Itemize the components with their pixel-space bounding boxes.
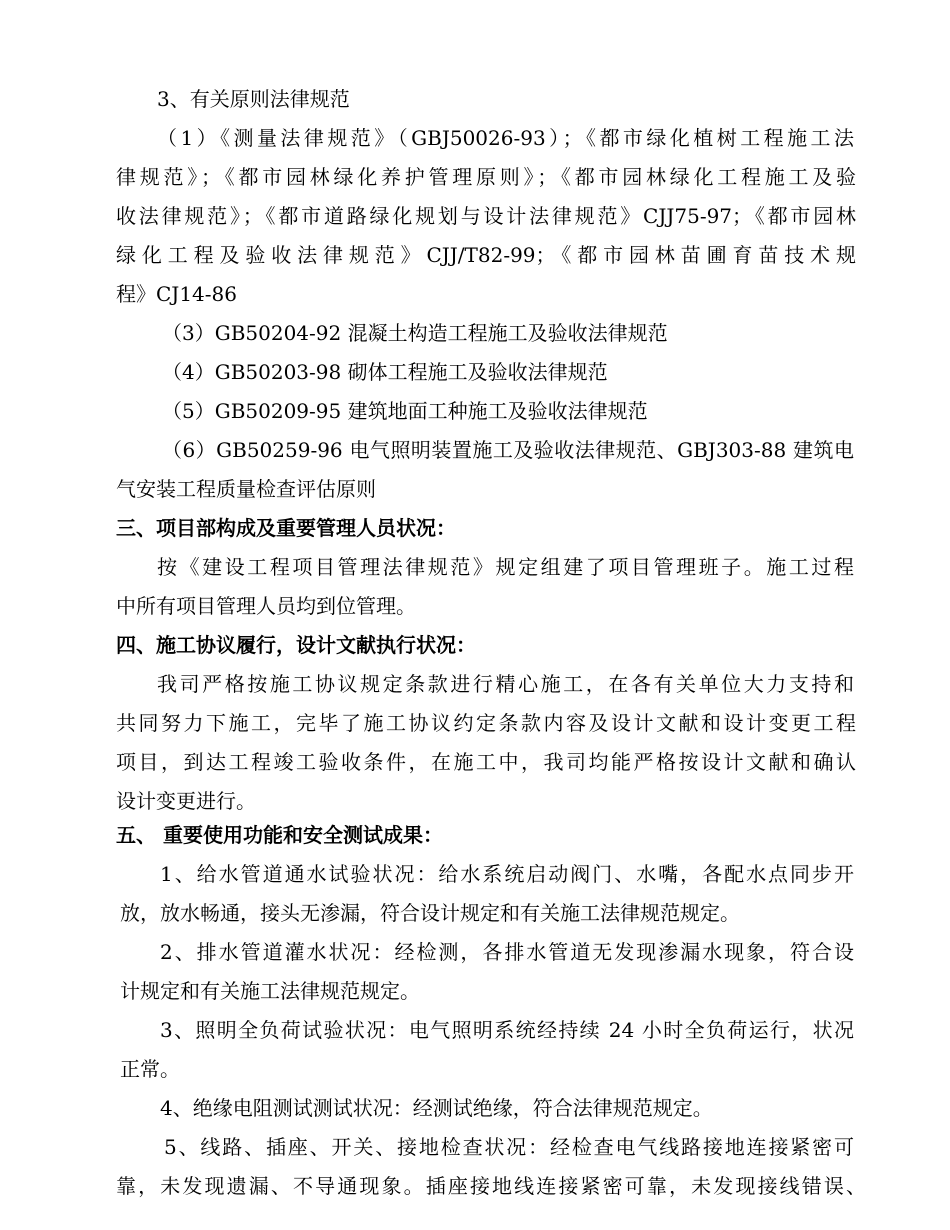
section-heading: 五、 重要使用功能和安全测试成果：: [116, 823, 443, 847]
paragraph-line: 靠，未发现遗漏、不导通现象。插座接地线连接紧密可靠，未发现接线错误、: [116, 1174, 866, 1198]
section-heading: 四、施工协议履行，设计文献执行状况：: [116, 633, 476, 657]
paragraph-line: 按《建设工程项目管理法律规范》规定组建了项目管理班子。施工过程: [157, 555, 854, 579]
paragraph-line: 4、绝缘电阻测试测试状况：经测试绝缘，符合法律规范规定。: [160, 1096, 713, 1120]
list-item: （3）GB50204-92 混凝土构造工程施工及验收法律规范: [162, 321, 668, 345]
paragraph-line: 2、排水管道灌水状况：经检测，各排水管道无发现渗漏水现象，符合设: [160, 940, 854, 964]
paragraph-line: 放，放水畅通，接头无渗漏，符合设计规定和有关施工法律规范规定。: [120, 901, 740, 925]
list-item: 气安装工程质量检查评估原则: [116, 477, 376, 501]
list-item: （6）GB50259-96 电气照明装置施工及验收法律规范、GBJ303-88 建筑电: [162, 438, 854, 462]
list-item: （4）GB50203-98 砌体工程施工及验收法律规范: [162, 360, 608, 384]
paragraph-line: （1）《测量法律规范》（GBJ50026-93）；《都市绿化植树工程施工法: [157, 126, 854, 150]
paragraph-line: 5、线路、插座、开关、接地检查状况：经检查电气线路接地连接紧密可: [164, 1135, 854, 1159]
paragraph-line: 收法律规范》；《都市道路绿化规划与设计法律规范》CJJ75-97；《都市园林: [116, 204, 856, 228]
section-heading: 三、项目部构成及重要管理人员状况：: [116, 516, 456, 540]
paragraph-line: 我司严格按施工协议规定条款进行精心施工，在各有关单位大力支持和: [157, 672, 854, 696]
paragraph-line: 设计变更进行。: [116, 789, 256, 813]
paragraph-line: 1、给水管道通水试验状况：给水系统启动阀门、水嘴，各配水点同步开: [160, 862, 854, 886]
paragraph-line: 计规定和有关施工法律规范规定。: [120, 979, 420, 1003]
list-item: （5）GB50209-95 建筑地面工种施工及验收法律规范: [162, 399, 648, 423]
paragraph-line: 项目，到达工程竣工验收条件，在施工中，我司均能严格按设计文献和确认: [116, 750, 856, 774]
paragraph-line: 中所有项目管理人员均到位管理。: [116, 594, 416, 618]
paragraph-line: 绿化工程及验收法律规范》CJJ/T82-99；《都市园林苗圃育苗技术规: [116, 243, 856, 267]
paragraph-line: 共同努力下施工，完毕了施工协议约定条款内容及设计文献和设计变更工程: [116, 711, 856, 735]
paragraph-line: 律规范》；《都市园林绿化养护管理原则》；《都市园林绿化工程施工及验: [116, 165, 856, 189]
paragraph-line: 程》CJ14-86: [116, 282, 237, 306]
section-3-heading: 3、有关原则法律规范: [157, 87, 350, 111]
paragraph-line: 正常。: [120, 1057, 180, 1081]
paragraph-line: 3、照明全负荷试验状况：电气照明系统经持续 24 小时全负荷运行，状况: [160, 1018, 854, 1042]
